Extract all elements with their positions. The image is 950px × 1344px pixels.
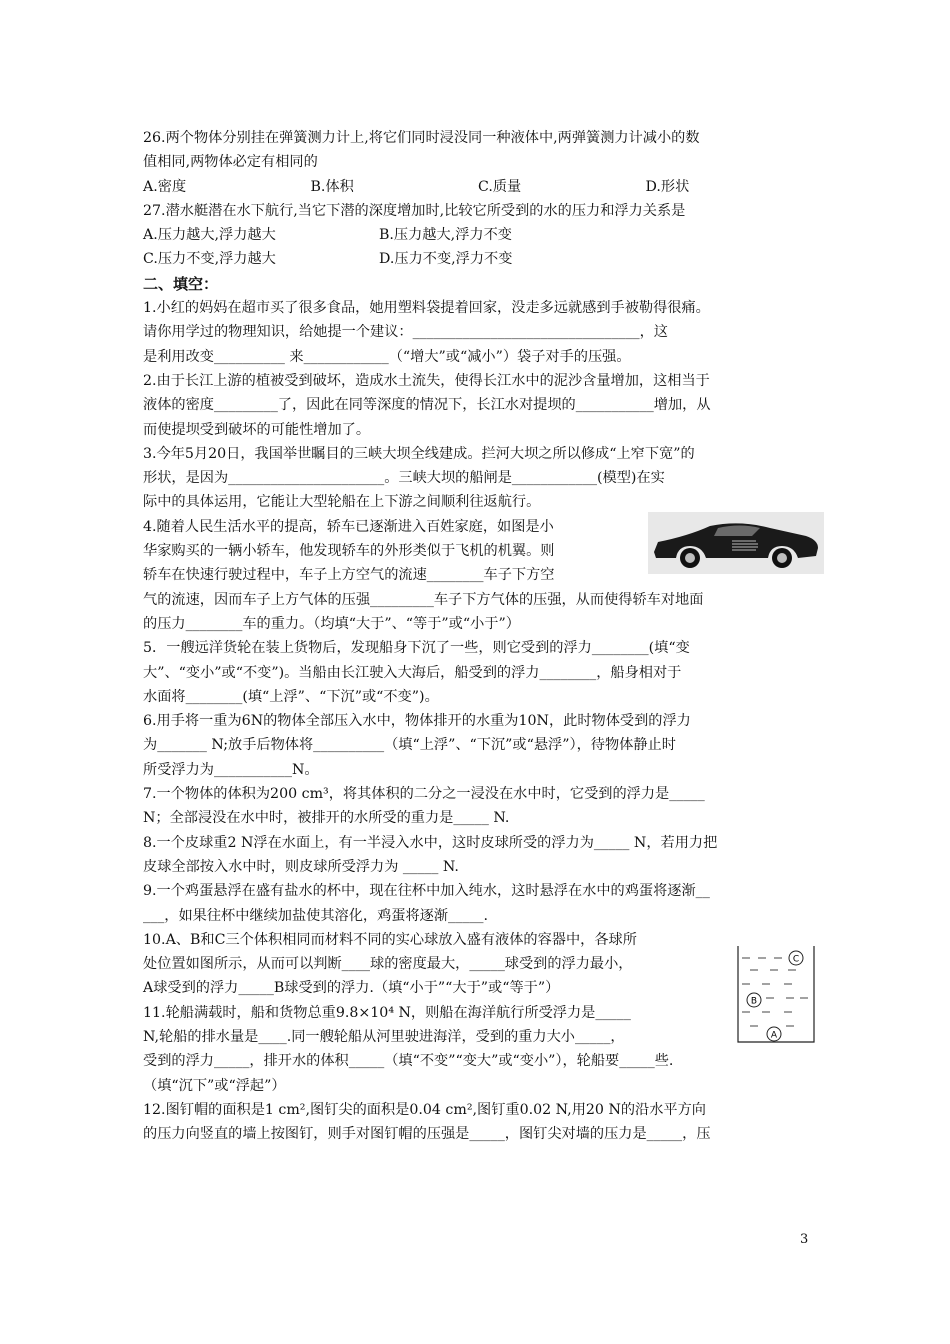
q27-option-a: A.压力越大,浮力越大	[143, 227, 276, 244]
fill-1-line-1: 1.小红的妈妈在超市买了很多食品，她用塑料袋提着回家，没走多远就感到手被勒得很痛。	[143, 300, 710, 317]
q27-option-b: B.压力越大,浮力不变	[379, 227, 512, 244]
fill-3-line-3: 际中的具体运用，它能让大型轮船在上下游之间顺利往返航行。	[143, 494, 541, 511]
fill-5-line-3: 水面将________(填“上浮”、“下沉”或“不变”)。	[143, 688, 439, 705]
page-number: 3	[800, 1232, 809, 1247]
q26-option-c: C.质量	[478, 178, 522, 195]
fill-11-line-4: （填“沉下”或“浮起”）	[143, 1077, 286, 1094]
fill-10-line-2: 处位置如图所示，从而可以判断____球的密度最大，_____球受到的浮力最小，	[143, 956, 633, 973]
fill-4-line-1: 4.随着人民生活水平的提高，轿车已逐渐进入百姓家庭，如图是小	[143, 518, 554, 535]
car-silhouette-icon	[648, 512, 824, 574]
fill-3-line-2: 形状，是因为______________________。三峡大坝的船闸是____________(模型)在实	[143, 470, 665, 487]
fill-4-line-2: 华家购买的一辆小轿车，他发现轿车的外形类似于飞机的机翼。则	[143, 543, 555, 560]
fill-11-line-1: 11.轮船满载时，船和货物总重9.8×10⁴ N，则船在海洋航行所受浮力是_____	[143, 1004, 631, 1021]
fill-8-line-1: 8.一个皮球重2 N浮在水面上，有一半浸入水中，这时皮球所受的浮力为_____ N，若用力把	[143, 834, 718, 851]
fill-6-line-3: 所受浮力为___________N。	[143, 761, 319, 778]
q26-option-d: D.形状	[645, 178, 690, 195]
ball-a-label: A	[770, 1030, 778, 1041]
fill-5-line-1: 5．一艘远洋货轮在装上货物后，发现船身下沉了一些，则它受到的浮力________(填“变	[143, 640, 690, 657]
fill-7-line-1: 7.一个物体的体积为200 cm³，将其体积的二分之一浸没在水中时，它受到的浮力是_____	[143, 786, 705, 803]
fill-10-line-3: A球受到的浮力_____B球受到的浮力.（填“小于”“大于”或“等于”）	[143, 980, 560, 997]
fill-3-line-1: 3.今年5月20日，我国举世瞩目的三峡大坝全线建成。拦河大坝之所以修成“上窄下宽”的	[143, 445, 695, 462]
fill-4-line-5: 的压力________车的重力。（均填“大于”、“等于”或“小于”）	[143, 615, 520, 632]
q27-line-1: 27.潜水艇潜在水下航行,当它下潜的深度增加时,比较它所受到的水的压力和浮力关系是	[143, 202, 686, 219]
fill-4-line-3: 轿车在快速行驶过程中，车子上方空气的流速________车子下方空	[143, 567, 555, 584]
q27-option-c: C.压力不变,浮力越大	[143, 251, 276, 268]
fill-2-line-1: 2.由于长江上游的植被受到破坏，造成水土流失，使得长江水中的泥沙含量增加，这相当于	[143, 372, 710, 389]
q26-line-1: 26.两个物体分别挂在弹簧测力计上,将它们同时浸没同一种液体中,两弹簧测力计减小的数	[143, 130, 700, 146]
fill-6-line-1: 6.用手将一重为6N的物体全部压入水中，物体排开的水重为10N，此时物体受到的浮力	[143, 713, 691, 730]
q26-options	[143, 175, 813, 199]
car-image	[648, 512, 824, 574]
fill-9-line-2: ___，如果往杯中继续加盐使其溶化，鸡蛋将逐渐_____.	[143, 907, 489, 924]
fill-1-line-3: 是利用改变__________ 来____________（“增大”或“减小”）袋子对手的压强。	[143, 348, 631, 365]
q27-options-row-1	[143, 223, 813, 247]
fill-6-line-2: 为_______ N;放手后物体将__________（填“上浮”、“下沉”或“悬浮”），待物体静止时	[143, 737, 676, 754]
fill-10-line-1: 10.A、B和C三个体积相同而材料不同的实心球放入盛有液体的容器中，各球所	[143, 931, 637, 948]
q26-option-b: B.体积	[310, 178, 354, 195]
fill-11-line-3: 受到的浮力_____，排开水的体积_____（填“不变”“变大”或“变小”），轮船要_____些.	[143, 1053, 674, 1070]
fill-12-line-2: 的压力向竖直的墙上按图钉，则手对图钉帽的压强是_____，图钉尖对墙的压力是_____，压	[143, 1126, 711, 1143]
ball-b-label: B	[750, 996, 758, 1007]
q27-options-row-2	[143, 247, 813, 271]
q27-option-d: D.压力不变,浮力不变	[379, 251, 513, 268]
fill-7-line-2: N；全部浸没在水中时，被排开的水所受的重力是_____ N.	[143, 810, 510, 827]
q26-line-2: 值相同,两物体必定有相同的	[143, 154, 318, 171]
fill-2-line-2: 液体的密度_________了，因此在同等深度的情况下，长江水对提坝的___________增加，从	[143, 397, 711, 414]
document-body	[143, 126, 813, 1146]
fill-12-line-1: 12.图钉帽的面积是1 cm²,图钉尖的面积是0.04 cm²,图钉重0.02 N,用20 N的沿水平方向	[143, 1101, 706, 1118]
fill-11-line-2: N,轮船的排水量是____.同一艘轮船从河里驶进海洋，受到的重力大小_____，	[143, 1028, 625, 1045]
beaker-diagram	[736, 944, 816, 1044]
section-heading: 二、填空：	[143, 274, 219, 293]
q26-option-a: A.密度	[143, 178, 187, 195]
fill-4-line-4: 气的流速，因而车子上方气体的压强_________车子下方气体的压强，从而使得轿车对地面	[143, 591, 704, 608]
ball-c-label: C	[792, 954, 800, 965]
fill-9-line-1: 9.一个鸡蛋悬浮在盛有盐水的杯中，现在往杯中加入纯水，这时悬浮在水中的鸡蛋将逐渐__	[143, 883, 710, 900]
fill-8-line-2: 皮球全部按入水中时，则皮球所受浮力为 _____ N.	[143, 858, 459, 875]
fill-2-line-3: 而使提坝受到破坏的可能性增加了。	[143, 421, 371, 438]
fill-1-line-2: 请你用学过的物理知识，给她提一个建议：________________________________，这	[143, 324, 668, 341]
fill-5-line-2: 大”、“变小”或“不变”)。当船由长江驶入大海后，船受到的浮力________，船身相对于	[143, 664, 682, 681]
